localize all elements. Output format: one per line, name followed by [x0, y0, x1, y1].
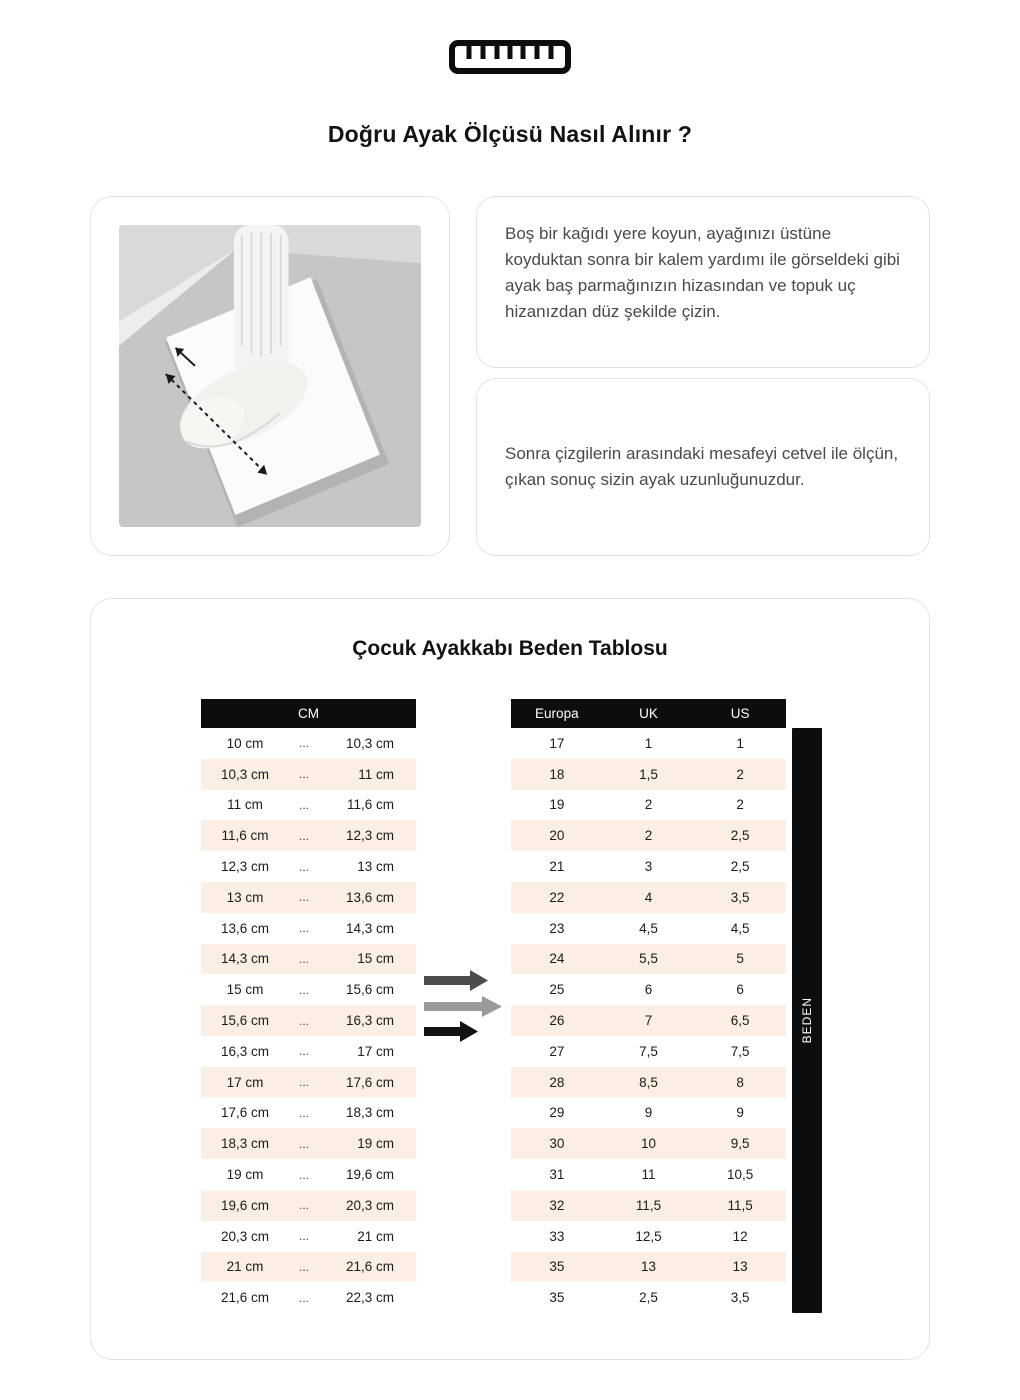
table-cell: 15 cm — [319, 944, 416, 975]
conversion-arrows-icon — [416, 699, 511, 1313]
table-cell: ... — [289, 790, 319, 821]
international-size-table — [511, 699, 786, 1313]
table-cell: 13 cm — [201, 882, 289, 913]
table-cell: 2 — [694, 790, 786, 821]
table-row — [201, 1128, 416, 1159]
table-row — [511, 913, 786, 944]
table-cell: 6,5 — [694, 1005, 786, 1036]
table-cell: 11,6 cm — [201, 820, 289, 851]
table-cell: 2,5 — [694, 820, 786, 851]
table-cell: 5 — [694, 944, 786, 975]
table-row — [201, 759, 416, 790]
table-row — [201, 1067, 416, 1098]
instruction-text-1: Boş bir kağıdı yere koyun, ayağınızı üstüne koyduktan sonra bir kalem yardımı ile görseldeki gibi ayak baş parmağınızın hizasından ve topuk uç hizanızdan düz şekilde çizin. — [505, 224, 900, 321]
table-row — [511, 1159, 786, 1190]
table-cell: 7 — [603, 1005, 695, 1036]
table-cell: 19 cm — [201, 1159, 289, 1190]
table-cell: ... — [289, 1098, 319, 1129]
table-cell: 3,5 — [694, 882, 786, 913]
table-cell: 15,6 cm — [201, 1005, 289, 1036]
table-row — [511, 974, 786, 1005]
table-cell: 4 — [603, 882, 695, 913]
table-cell: 9 — [694, 1098, 786, 1129]
table-cell: 9 — [603, 1098, 695, 1129]
table-cell: 3 — [603, 851, 695, 882]
table-cell: ... — [289, 759, 319, 790]
cm-table-header: CM — [201, 699, 416, 728]
size-col-europa: Europa — [511, 699, 603, 728]
table-row — [511, 1282, 786, 1313]
table-cell: ... — [289, 1159, 319, 1190]
table-cell: 22 — [511, 882, 603, 913]
table-row — [201, 728, 416, 759]
table-cell: ... — [289, 1036, 319, 1067]
table-row — [511, 882, 786, 913]
table-cell: 21,6 cm — [201, 1282, 289, 1313]
table-cell: ... — [289, 913, 319, 944]
table-row — [201, 1159, 416, 1190]
table-row — [201, 1036, 416, 1067]
table-row — [511, 1098, 786, 1129]
table-cell: 19,6 cm — [319, 1159, 416, 1190]
table-cell: 5,5 — [603, 944, 695, 975]
table-row — [201, 1190, 416, 1221]
table-row — [201, 1221, 416, 1252]
table-cell: 13 cm — [319, 851, 416, 882]
howto-section — [0, 196, 1020, 556]
table-cell: 2,5 — [603, 1282, 695, 1313]
size-tables-row — [91, 699, 929, 1313]
table-row — [201, 974, 416, 1005]
table-cell: 13,6 cm — [319, 882, 416, 913]
table-row — [511, 728, 786, 759]
size-col-uk: UK — [603, 699, 695, 728]
table-cell: 9,5 — [694, 1128, 786, 1159]
instruction-text-2: Sonra çizgilerin arasındaki mesafeyi cetvel ile ölçün, çıkan sonuç sizin ayak uzunluğunuzdur. — [505, 444, 899, 489]
table-cell: 26 — [511, 1005, 603, 1036]
table-cell: 15 cm — [201, 974, 289, 1005]
table-cell: 17 cm — [319, 1036, 416, 1067]
table-cell: 22,3 cm — [319, 1282, 416, 1313]
table-cell: 10,3 cm — [319, 728, 416, 759]
table-cell: 13,6 cm — [201, 913, 289, 944]
table-cell: 20,3 cm — [319, 1190, 416, 1221]
instruction-cards — [476, 196, 930, 556]
table-cell: ... — [289, 851, 319, 882]
table-cell: 6 — [603, 974, 695, 1005]
table-cell: 8 — [694, 1067, 786, 1098]
table-cell: 35 — [511, 1282, 603, 1313]
table-cell: ... — [289, 1190, 319, 1221]
table-row — [201, 913, 416, 944]
table-cell: 11 cm — [201, 790, 289, 821]
table-row — [511, 944, 786, 975]
page-title: Doğru Ayak Ölçüsü Nasıl Alınır ? — [327, 121, 693, 147]
table-cell: ... — [289, 1128, 319, 1159]
table-cell: 35 — [511, 1252, 603, 1283]
table-cell: 7,5 — [603, 1036, 695, 1067]
table-cell: 24 — [511, 944, 603, 975]
table-cell: 13 — [603, 1252, 695, 1283]
table-cell: 17,6 cm — [201, 1098, 289, 1129]
table-cell: 19,6 cm — [201, 1190, 289, 1221]
table-cell: 28 — [511, 1067, 603, 1098]
table-row — [511, 1036, 786, 1067]
table-row — [201, 820, 416, 851]
instruction-card-2 — [476, 378, 930, 556]
table-cell: 19 — [511, 790, 603, 821]
table-cell: 21 cm — [319, 1221, 416, 1252]
guide-header — [0, 40, 1020, 148]
table-cell: ... — [289, 944, 319, 975]
table-cell: 13 — [694, 1252, 786, 1283]
table-cell: ... — [289, 882, 319, 913]
table-cell: 32 — [511, 1190, 603, 1221]
table-cell: 10 — [603, 1128, 695, 1159]
beden-side-label — [792, 728, 822, 1313]
table-cell: ... — [289, 1252, 319, 1283]
table-row — [201, 851, 416, 882]
table-cell: 17,6 cm — [319, 1067, 416, 1098]
table-cell: 33 — [511, 1221, 603, 1252]
table-cell: 19 cm — [319, 1128, 416, 1159]
table-row — [201, 1005, 416, 1036]
table-cell: 12,5 — [603, 1221, 695, 1252]
ruler-icon — [449, 40, 571, 79]
table-row — [201, 882, 416, 913]
table-cell: 21 cm — [201, 1252, 289, 1283]
table-cell: 23 — [511, 913, 603, 944]
table-row — [511, 1190, 786, 1221]
table-cell: 2,5 — [694, 851, 786, 882]
table-cell: 2 — [603, 820, 695, 851]
table-cell: 10,5 — [694, 1159, 786, 1190]
table-cell: 4,5 — [603, 913, 695, 944]
size-table-card — [90, 598, 930, 1360]
table-cell: 10,3 cm — [201, 759, 289, 790]
table-cell: 30 — [511, 1128, 603, 1159]
table-cell: 20 — [511, 820, 603, 851]
table-row — [511, 1005, 786, 1036]
table-cell: ... — [289, 1067, 319, 1098]
table-cell: 10 cm — [201, 728, 289, 759]
table-row — [201, 944, 416, 975]
table-cell: 27 — [511, 1036, 603, 1067]
table-row — [511, 820, 786, 851]
table-cell: 8,5 — [603, 1067, 695, 1098]
table-cell: 14,3 cm — [319, 913, 416, 944]
table-cell: ... — [289, 974, 319, 1005]
foot-measurement-photo — [90, 196, 450, 556]
table-cell: 1 — [603, 728, 695, 759]
table-cell: 25 — [511, 974, 603, 1005]
table-cell: 15,6 cm — [319, 974, 416, 1005]
table-cell: 12,3 cm — [319, 820, 416, 851]
table-row — [511, 1067, 786, 1098]
table-row — [201, 1252, 416, 1283]
table-cell: 21,6 cm — [319, 1252, 416, 1283]
table-cell: 11,5 — [603, 1190, 695, 1221]
table-row — [511, 851, 786, 882]
table-cell: 18,3 cm — [319, 1098, 416, 1129]
table-row — [511, 1252, 786, 1283]
table-cell: 29 — [511, 1098, 603, 1129]
beden-label-text: BEDEN — [800, 997, 814, 1044]
table-cell: 2 — [603, 790, 695, 821]
table-cell: ... — [289, 1005, 319, 1036]
table-cell: 18 — [511, 759, 603, 790]
table-cell: 17 — [511, 728, 603, 759]
table-cell: 1 — [694, 728, 786, 759]
table-cell: 31 — [511, 1159, 603, 1190]
table-cell: ... — [289, 728, 319, 759]
table-cell: 16,3 cm — [201, 1036, 289, 1067]
table-row — [511, 1128, 786, 1159]
cm-table — [201, 699, 416, 1313]
table-row — [201, 1098, 416, 1129]
table-cell: 4,5 — [694, 913, 786, 944]
table-row — [511, 1221, 786, 1252]
table-cell: 12,3 cm — [201, 851, 289, 882]
table-cell: 11,5 — [694, 1190, 786, 1221]
table-cell: 20,3 cm — [201, 1221, 289, 1252]
table-cell: 18,3 cm — [201, 1128, 289, 1159]
table-row — [511, 759, 786, 790]
table-row — [201, 790, 416, 821]
table-cell: 16,3 cm — [319, 1005, 416, 1036]
size-col-us: US — [694, 699, 786, 728]
table-row — [201, 1282, 416, 1313]
table-cell: 11 — [603, 1159, 695, 1190]
table-cell: ... — [289, 1221, 319, 1252]
table-cell: ... — [289, 820, 319, 851]
table-cell: 2 — [694, 759, 786, 790]
table-cell: 14,3 cm — [201, 944, 289, 975]
size-table-title: Çocuk Ayakkabı Beden Tablosu — [352, 637, 668, 660]
table-cell: 11,6 cm — [319, 790, 416, 821]
table-row — [511, 790, 786, 821]
table-cell: 12 — [694, 1221, 786, 1252]
table-cell: 7,5 — [694, 1036, 786, 1067]
table-cell: 6 — [694, 974, 786, 1005]
table-cell: ... — [289, 1282, 319, 1313]
instruction-card-1 — [476, 196, 930, 368]
table-cell: 21 — [511, 851, 603, 882]
table-cell: 3,5 — [694, 1282, 786, 1313]
table-cell: 11 cm — [319, 759, 416, 790]
foot-photo-illustration — [119, 225, 421, 527]
table-cell: 17 cm — [201, 1067, 289, 1098]
table-cell: 1,5 — [603, 759, 695, 790]
